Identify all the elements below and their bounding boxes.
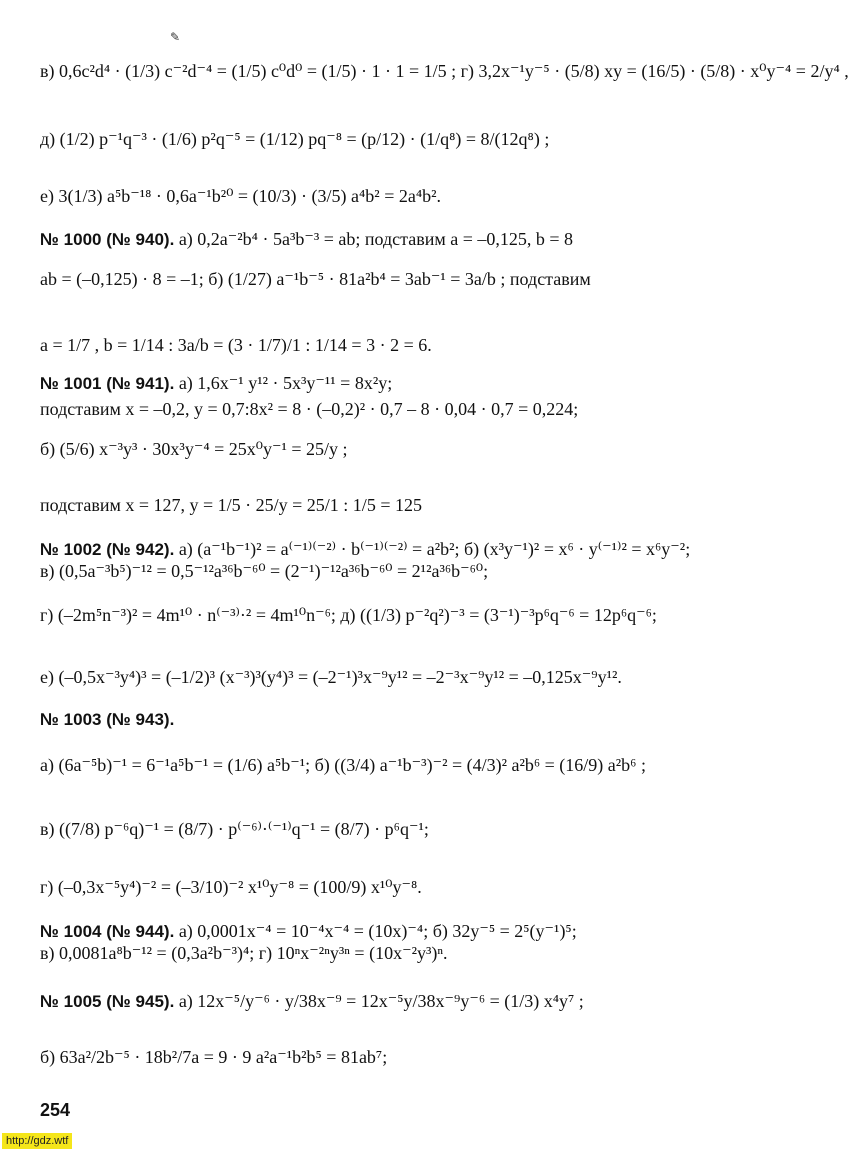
line-1000: № 1000 (№ 940). а) 0,2a⁻²b⁴ · 5a³b⁻³ = ab; подставим a = –0,125, b = 8 — [40, 229, 574, 249]
line-1001b: подставим x = –0,2, y = 0,7:8x² = 8 · (–0,2)² · 0,7 – 8 · 0,04 · 0,7 = 0,224; — [40, 399, 579, 419]
task-heading: № 1000 (№ 940). — [40, 230, 175, 249]
page-number: 254 — [40, 1100, 71, 1120]
line-1000b: ab = (–0,125) · 8 = –1; б) (1/27) a⁻¹b⁻⁵ · 81a²b⁴ = 3ab⁻¹ = 3a/b ; подставим — [40, 269, 591, 289]
watermark-link[interactable]: http://gdz.wtf — [2, 1133, 72, 1149]
line-1004: № 1004 (№ 944). а) 0,0001x⁻⁴ = 10⁻⁴x⁻⁴ = (10x)⁻⁴; б) 32y⁻⁵ = 2⁵(y⁻¹)⁵; — [40, 921, 577, 941]
line-v-g: в) 0,6c²d⁴ · (1/3) c⁻²d⁻⁴ = (1/5) c⁰d⁰ = (1/5) · 1 · 1 = 1/5 ; г) 3,2x⁻¹y⁻⁵ · (5/8) xy = (16/5) · (5/8) · x⁰y⁻⁴ = 2/y⁴ , — [40, 61, 849, 81]
line-1002d: е) (–0,5x⁻³y⁴)³ = (–1/2)³ (x⁻³)³(y⁴)³ = (–2⁻¹)³x⁻⁹y¹² = –2⁻³x⁻⁹y¹² = –0,125x⁻⁹y¹². — [40, 667, 622, 687]
line-e: е) 3(1/3) a⁵b⁻¹⁸ · 0,6a⁻¹b²⁰ = (10/3) · (3/5) a⁴b² = 2a⁴b². — [40, 186, 442, 206]
line-1003b: в) ((7/8) p⁻⁶q)⁻¹ = (8/7) · p⁽⁻⁶⁾·⁽⁻¹⁾q⁻¹ = (8/7) · p⁶q⁻¹; — [40, 819, 429, 839]
line-1000c: a = 1/7 , b = 1/14 : 3a/b = (3 · 1/7)/1 : 1/14 = 3 · 2 = 6. — [40, 335, 432, 355]
task-heading: № 1004 (№ 944). — [40, 922, 175, 941]
line-1002c: г) (–2m⁵n⁻³)² = 4m¹⁰ · n⁽⁻³⁾·² = 4m¹⁰n⁻⁶; д) ((1/3) p⁻²q²)⁻³ = (3⁻¹)⁻³p⁶q⁻⁶ = 12p⁶q⁻⁶; — [40, 605, 657, 625]
line-1004b: в) 0,0081a⁸b⁻¹² = (0,3a²b⁻³)⁴; г) 10ⁿx⁻²ⁿy³ⁿ = (10x⁻²y³)ⁿ. — [40, 943, 448, 963]
line-1003 — [40, 708, 697, 731]
line-1005b: б) 63a²/2b⁻⁵ · 18b²/7a = 9 · 9 a²a⁻¹b²b⁵ = 81ab⁷; — [40, 1047, 388, 1067]
line-1001: № 1001 (№ 941). а) 1,6x⁻¹ y¹² · 5x³y⁻¹¹ = 8x²y; — [40, 373, 393, 393]
task-heading: № 1001 (№ 941). — [40, 374, 175, 393]
line-1002: № 1002 (№ 942). а) (a⁻¹b⁻¹)² = a⁽⁻¹⁾⁽⁻²⁾ · b⁽⁻¹⁾⁽⁻²⁾ = a²b²; б) (x³y⁻¹)² = x⁶ · y⁽⁻¹⁾² = x⁶y⁻²; — [40, 539, 691, 559]
line-1005: № 1005 (№ 945). а) 12x⁻⁵/y⁻⁶ · y/38x⁻⁹ = 12x⁻⁵y/38x⁻⁹y⁻⁶ = (1/3) x⁴y⁷ ; — [40, 991, 584, 1011]
task-heading: № 1002 (№ 942). — [40, 540, 175, 559]
line-1001d: подставим x = 127, y = 1/5 · 25/y = 25/1 : 1/5 = 125 — [40, 495, 422, 515]
line-d: д) (1/2) p⁻¹q⁻³ · (1/6) p²q⁻⁵ = (1/12) pq⁻⁸ = (p/12) · (1/q⁸) = 8/(12q⁸) ; — [40, 129, 550, 149]
task-heading: № 1003 (№ 943). — [40, 710, 175, 729]
line-1002b: в) (0,5a⁻³b⁵)⁻¹² = 0,5⁻¹²a³⁶b⁻⁶⁰ = (2⁻¹)⁻¹²a³⁶b⁻⁶⁰ = 2¹²a³⁶b⁻⁶⁰; — [40, 561, 489, 581]
task-heading: № 1005 (№ 945). — [40, 992, 175, 1011]
line-1003c: г) (–0,3x⁻⁵y⁴)⁻² = (–3/10)⁻² x¹⁰y⁻⁸ = (100/9) x¹⁰y⁻⁸. — [40, 877, 422, 897]
line-1001c: б) (5/6) x⁻³y³ · 30x³y⁻⁴ = 25x⁰y⁻¹ = 25/y ; — [40, 439, 348, 459]
pen-mark: ✎ — [170, 30, 181, 44]
line-1003a: а) (6a⁻⁵b)⁻¹ = 6⁻¹a⁵b⁻¹ = (1/6) a⁵b⁻¹; б) ((3/4) a⁻¹b⁻³)⁻² = (4/3)² a²b⁶ = (16/9) a²b⁶ ; — [40, 755, 646, 775]
